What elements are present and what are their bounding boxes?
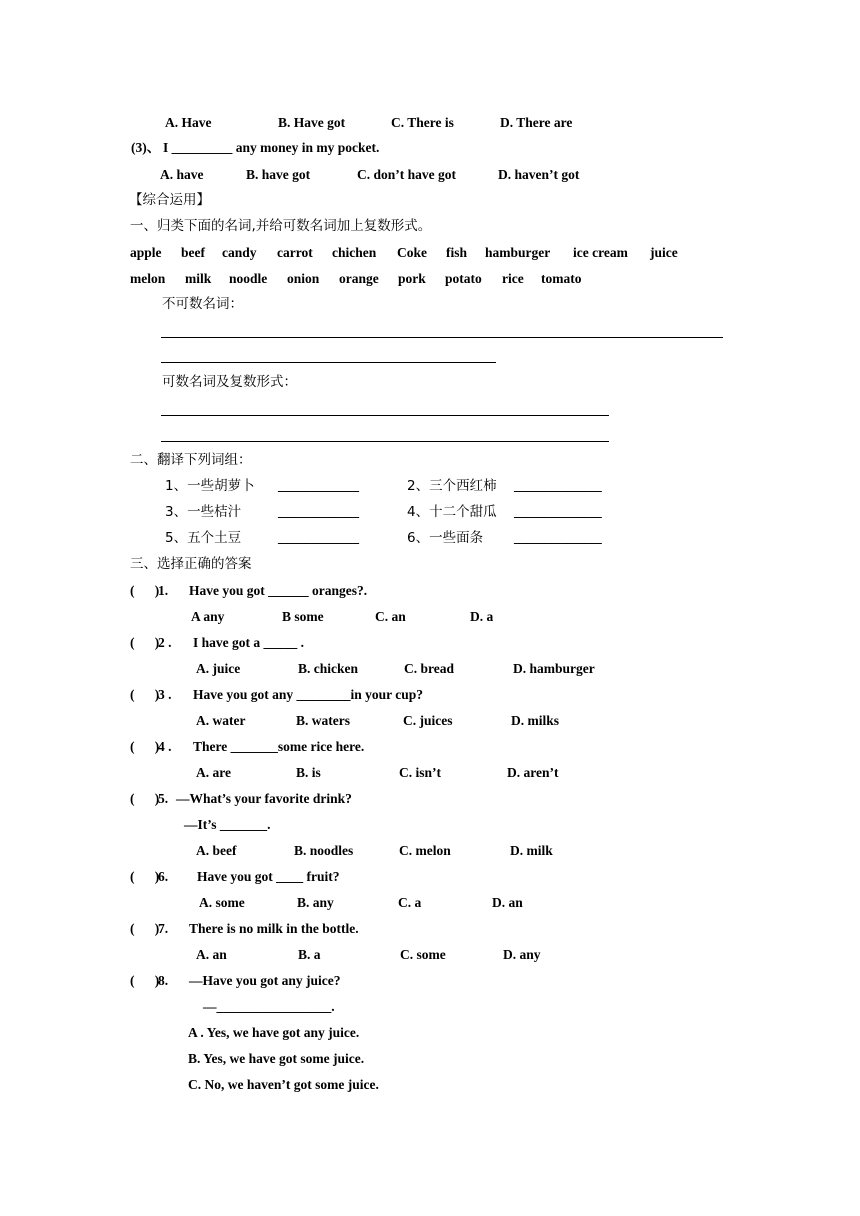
option: A. an (196, 947, 227, 962)
option: C. some (400, 947, 446, 962)
answer-paren: ( ) (130, 921, 160, 936)
translate-item-blank: ____________ (278, 530, 359, 545)
q3-number: (3)、 (131, 140, 161, 155)
question-number: 3 . (158, 687, 172, 702)
answer-paren: ( ) (130, 635, 160, 650)
q2-option-c: C. There is (391, 115, 454, 130)
question-stem: —What’s your favorite drink? (176, 791, 352, 806)
option: D. milk (510, 843, 553, 858)
part3-title: 三、选择正确的答案 (130, 556, 252, 572)
word: chichen (332, 245, 377, 260)
word: apple (130, 245, 162, 260)
translate-item-label: 4、十二个甜瓜 (407, 504, 497, 520)
option: C. melon (399, 843, 451, 858)
translate-item-blank: _____________ (514, 530, 602, 545)
answer-paren: ( ) (130, 973, 160, 988)
word: tomato (541, 271, 582, 286)
option: B. noodles (294, 843, 354, 858)
answer-paren: ( ) (130, 869, 160, 884)
translate-item-blank: ____________ (278, 504, 359, 519)
word: ice cream (573, 245, 628, 260)
part1-title: 一、归类下面的名词,并给可数名词加上复数形式。 (130, 218, 432, 234)
question-stem: I have got a _____ . (193, 635, 304, 650)
word: rice (502, 271, 524, 286)
countable-label: 可数名词及复数形式： (162, 374, 297, 390)
question-stem: There _______some rice here. (193, 739, 365, 754)
translate-item-label: 2、三个西红柿 (407, 478, 497, 494)
q3-option-b: B. have got (246, 167, 311, 182)
question-number: 7. (158, 921, 169, 936)
question-number: 2 . (158, 635, 172, 650)
option: B some (282, 609, 324, 624)
translate-item-blank: _____________ (514, 504, 602, 519)
word: fish (446, 245, 468, 260)
option: B. chicken (298, 661, 359, 676)
answer-paren: ( ) (130, 583, 160, 598)
word: pork (398, 271, 426, 286)
question-stem-2: —_________________. (203, 999, 335, 1014)
q2-option-d: D. There are (500, 115, 573, 130)
option: C. isn’t (399, 765, 442, 780)
question-stem-2: —It’s _______. (184, 817, 271, 832)
question-number: 6. (158, 869, 169, 884)
answer-paren: ( ) (130, 739, 160, 754)
translate-item-label: 6、一些面条 (407, 530, 484, 546)
word: Coke (397, 245, 427, 260)
word: carrot (277, 245, 313, 260)
q3-stem: I _________ any money in my pocket. (163, 140, 380, 155)
word: milk (185, 271, 212, 286)
answer-paren: ( ) (130, 687, 160, 702)
option: A. some (199, 895, 245, 910)
option: B. waters (296, 713, 350, 728)
question-number: 1. (158, 583, 169, 598)
question-number: 5. (158, 791, 169, 806)
question-stem: Have you got ____ fruit? (197, 869, 340, 884)
option: A. beef (196, 843, 237, 858)
option: B. any (297, 895, 334, 910)
translate-item-blank: _____________ (514, 478, 602, 493)
word: potato (445, 271, 482, 286)
option: D. any (503, 947, 541, 962)
option: A. water (196, 713, 246, 728)
option: A. are (196, 765, 231, 780)
answer-line (161, 415, 609, 416)
q3-option-a: A. have (160, 167, 204, 182)
word: beef (181, 245, 205, 260)
q3-option-c: C. don’t have got (357, 167, 457, 182)
q3-option-d: D. haven’t got (498, 167, 580, 182)
option: D. milks (511, 713, 560, 728)
option: B. is (296, 765, 321, 780)
word: melon (130, 271, 166, 286)
part2-title: 二、翻译下列词组： (130, 452, 252, 468)
option: D. a (470, 609, 494, 624)
word: juice (650, 245, 678, 260)
translate-item-label: 1、一些胡萝卜 (165, 478, 255, 494)
option: D. hamburger (513, 661, 595, 676)
answer-line (161, 362, 496, 363)
option: B. Yes, we have got some juice. (188, 1051, 365, 1066)
option: A. juice (196, 661, 241, 676)
translate-item-blank: ____________ (278, 478, 359, 493)
answer-paren: ( ) (130, 791, 160, 806)
section-heading: 【综合运用】 (129, 192, 210, 208)
option: B. a (298, 947, 321, 962)
answer-line (161, 441, 609, 442)
option: D. an (492, 895, 523, 910)
option: C. juices (403, 713, 453, 728)
option: C. No, we haven’t got some juice. (188, 1077, 379, 1092)
uncountable-label: 不可数名词： (162, 296, 243, 312)
word: hamburger (485, 245, 551, 260)
word: candy (222, 245, 257, 260)
question-stem: Have you got ______ oranges?. (189, 583, 368, 598)
option: C. an (375, 609, 406, 624)
option: A any (191, 609, 225, 624)
question-stem: —Have you got any juice? (189, 973, 341, 988)
translate-item-label: 5、五个土豆 (165, 530, 242, 546)
q2-option-b: B. Have got (278, 115, 346, 130)
word: onion (287, 271, 320, 286)
translate-item-label: 3、一些桔汁 (165, 504, 242, 520)
word: noodle (229, 271, 268, 286)
question-number: 8. (158, 973, 169, 988)
question-stem: There is no milk in the bottle. (189, 921, 359, 936)
question-stem: Have you got any ________in your cup? (193, 687, 424, 702)
answer-line (161, 337, 723, 338)
q2-option-a: A. Have (165, 115, 212, 130)
option: C. a (398, 895, 422, 910)
option: D. aren’t (507, 765, 559, 780)
question-number: 4 . (158, 739, 172, 754)
word: orange (339, 271, 379, 286)
option: A . Yes, we have got any juice. (188, 1025, 360, 1040)
option: C. bread (404, 661, 455, 676)
